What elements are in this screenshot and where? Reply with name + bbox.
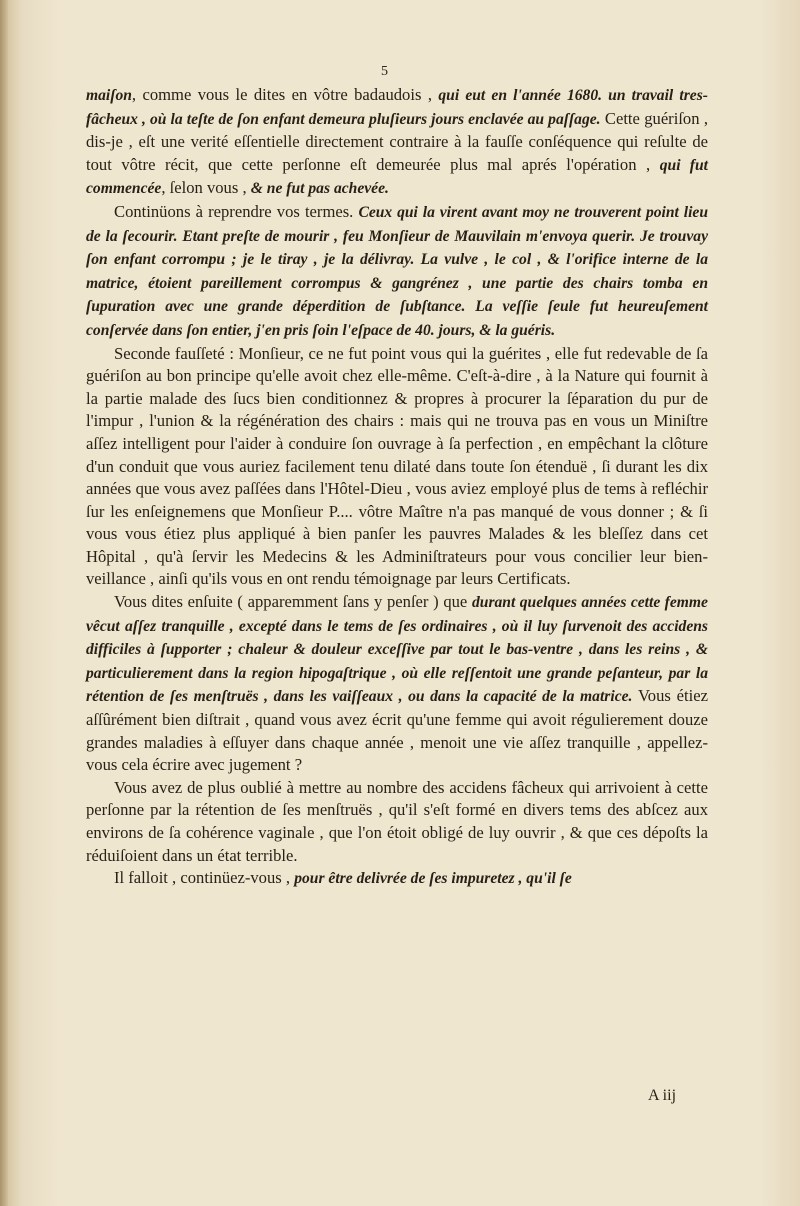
text-run: Il falloit , continüez-vous , — [114, 868, 295, 888]
paragraph — [86, 84, 708, 201]
text-run: Continüons à reprendre vos termes. — [114, 201, 359, 221]
printer-signature: A iij — [648, 1087, 677, 1104]
paragraph — [86, 343, 708, 592]
text-run: Vous avez de plus oublié à mettre au nombre des accidens fâcheux qui arrivoient à cette perſonne par la rétention de ſes menſtruës , qu'il s'eſt formé en divers tems des abſcez aux environs de ſa cohérence vaginale , que l'on étoit obligé de luy ouvrir , & que ces dépoſts la réduiſoient dans un état terrible. — [86, 777, 708, 865]
paragraph — [86, 201, 708, 343]
text-run: , ſelon vous , — [161, 178, 251, 198]
paragraph — [86, 777, 708, 867]
page-number: 5 — [381, 64, 388, 79]
italic-run: qui eut en l'année 1680. un travail tres-fâcheux , où la teſte de ſon enfant demeura pluſieurs jours enclavée au paſſage. — [86, 87, 708, 128]
italic-run: maiſon — [86, 87, 132, 104]
paragraph — [86, 867, 708, 891]
text-run: , comme vous le dites en vôtre badaudois , — [131, 85, 439, 104]
text-run: Vous dites enſuite ( apparemment ſans y penſer ) que — [114, 592, 472, 612]
italic-run: & ne fut pas achevée. — [250, 180, 389, 198]
body-text — [86, 84, 708, 891]
page-gutter-shadow — [0, 0, 8, 1206]
text-run: Cette guériſon , dis-je , eſt une verité eſſentielle directement contraire à la fauſſe conſéquence qui reſulte de tout vôtre récit, que cette perſonne eſt demeurée plus mal aprés l'opération , — [86, 108, 708, 174]
italic-run: qui fut commencée — [86, 156, 708, 198]
text-run: Vous étiez aſſûrément bien diſtrait , quand vous avez écrit qu'une femme qui avoit régulierement douze grandes maladies à eſſuyer dans chaque année , menoit une vie aſſez tranquille , appellez-vous cela écrire avec jugement ? — [86, 686, 708, 775]
italic-run: pour être delivrée de ſes impuretez , qu'il ſe — [294, 870, 572, 888]
italic-run: durant quelques années cette femme vêcut aſſez tranquille , excepté dans le tems de ſes ordinaires , où il luy ſurvenoit des accidens difficiles à ſupporter ; chaleur & douleur exceſſive par tout le bas-ventre , dans les reins , & particulierement dans la region hipogaſtrique , où elle reſſentoit une grande peſanteur, par la rétention de ſes menſtruës , dans les vaiſſeaux , ou dans la capacité de la matrice. — [86, 594, 708, 706]
italic-run: Ceux qui la virent avant moy ne trouverent point lieu de la ſecourir. Etant preſte de mourir , feu Monſieur de Mauvilain m'envoya querir. Je trouvay ſon enfant corrompu ; je le tiray , je la délivray. La vulve , le col , & l'orifice interne de la matrice, étoient pareillement corrompus & gangrénez , une partie des chairs tomba en ſupuration avec une grande déperdition de ſubſtance. La veſſie ſeule fut heureuſement conſervée dans ſon entier, j'en pris ſoin l'eſpace de 40. jours, & la guéris. — [86, 203, 708, 339]
paragraph — [86, 591, 708, 777]
text-run: Seconde fauſſeté : Monſieur, ce ne fut point vous qui la guérites , elle fut redevable de ſa guériſon au bon principe qu'elle avoit chez elle-même. C'eſt-à-dire , à la Nature qui fournit à la partie malade des ſucs bien conditionnez & propres à procurer la ſéparation du pur de l'impur , l'union & la régénération des chairs : mais qui ne trouva pas en vous un Miniſtre aſſez intelligent pour l'aider à conduire ſon ouvrage à ſa perfection , en empêchant la clôture d'un conduit que vous auriez facilement tenu dilaté dans toute ſon étenduë , ſi durant les dix années que vous avez paſſées dans l'Hôtel-Dieu , vous aviez employé plus de tems à refléchir ſur les enſeignemens que Monſieur P.... vôtre Maître n'a pas manqué de vous donner ; & ſi vous vous étiez plus appliqué à bien panſer les pauvres Malades & les bleſſez dans cet Hôpital , qu'à ſervir les Medecins & les Adminiſtrateurs pour vous concilier leur bien-veillance , ainſi qu'ils vous en ont rendu témoignage par leurs Certificats. — [86, 343, 708, 589]
